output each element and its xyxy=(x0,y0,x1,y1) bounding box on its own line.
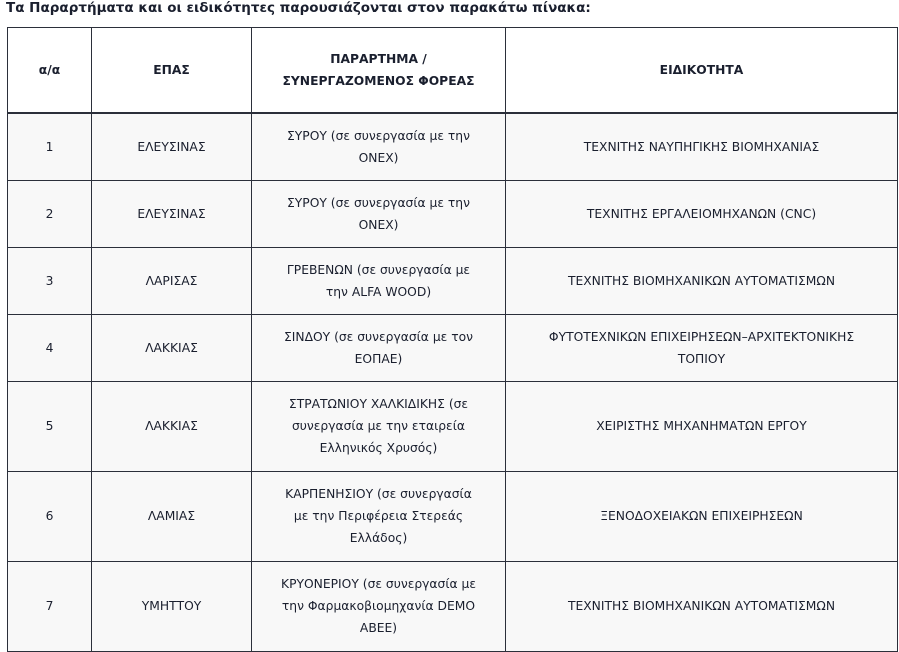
cell-epas: ΛΑΡΙΣΑΣ xyxy=(92,247,252,314)
cell-num: 4 xyxy=(8,314,92,381)
specialty-line: ΞΕΝΟΔΟΧΕΙΑΚΩΝ ΕΠΙΧΕΙΡΗΣΕΩΝ xyxy=(600,509,803,523)
header-annex-line1: ΠΑΡΑΡΤΗΜΑ / xyxy=(330,52,427,66)
annex-line: ΣΙΝΔΟΥ (σε συνεργασία με τον xyxy=(283,329,473,344)
cell-specialty xyxy=(506,471,898,561)
cell-num: 1 xyxy=(8,113,92,180)
cell-specialty xyxy=(506,561,898,651)
table-row xyxy=(8,381,898,471)
table-row xyxy=(8,561,898,651)
cell-annex xyxy=(252,180,506,247)
cell-annex xyxy=(252,381,506,471)
annex-line: Ελληνικός Χρυσός) xyxy=(319,441,438,455)
cell-annex xyxy=(252,561,506,651)
cell-annex xyxy=(252,113,506,180)
cell-epas: ΕΛΕΥΣΙΝΑΣ xyxy=(92,113,252,180)
annex-line: ΚΑΡΠΕΝΗΣΙΟΥ (σε συνεργασία xyxy=(285,487,472,501)
header-aa: α/α xyxy=(8,28,92,114)
specialty-line: ΤΕΧΝΙΤΗΣ ΒΙΟΜΗΧΑΝΙΚΩΝ ΑΥΤΟΜΑΤΙΣΜΩΝ xyxy=(567,599,836,613)
annex-line: Ελλάδος) xyxy=(349,531,408,545)
specialty-line: ΤΕΧΝΙΤΗΣ ΝΑΥΠΗΓΙΚΗΣ ΒΙΟΜΗΧΑΝΙΑΣ xyxy=(583,139,820,154)
table-row xyxy=(8,471,898,561)
specialty-line: ΤΕΧΝΙΤΗΣ ΒΙΟΜΗΧΑΝΙΚΩΝ ΑΥΤΟΜΑΤΙΣΜΩΝ xyxy=(567,273,836,288)
cell-annex xyxy=(252,247,506,314)
annex-line: την ALFA WOOD) xyxy=(325,284,432,299)
table-row xyxy=(8,314,898,381)
cell-annex xyxy=(252,314,506,381)
intro-text: Τα Παραρτήματα και οι ειδικότητες παρουσιάζονται στον παρακάτω πίνακα: xyxy=(6,0,591,16)
cell-epas: ΥΜΗΤΤΟΥ xyxy=(92,561,252,651)
cell-epas: ΕΛΕΥΣΙΝΑΣ xyxy=(92,180,252,247)
header-epas: ΕΠΑΣ xyxy=(92,28,252,114)
annex-line: με την Περιφέρεια Στερεάς xyxy=(293,509,464,523)
header-specialty: ΕΙΔΙΚΟΤΗΤΑ xyxy=(506,28,898,114)
annex-line: ΕΟΠΑΕ) xyxy=(354,351,403,366)
specialty-line: ΧΕΙΡΙΣΤΗΣ ΜΗΧΑΝΗΜΑΤΩΝ ΕΡΓΟΥ xyxy=(596,419,807,433)
cell-num: 6 xyxy=(8,471,92,561)
annex-table xyxy=(7,27,898,652)
cell-specialty xyxy=(506,113,898,180)
annex-line: ΑΒΕΕ) xyxy=(359,621,398,635)
annex-line: συνεργασία με την εταιρεία xyxy=(292,419,465,433)
cell-annex xyxy=(252,471,506,561)
cell-num: 5 xyxy=(8,381,92,471)
annex-line: ΣΤΡΑΤΩΝΙΟΥ ΧΑΛΚΙΔΙΚΗΣ (σε xyxy=(288,397,469,411)
cell-specialty xyxy=(506,180,898,247)
cell-num: 7 xyxy=(8,561,92,651)
annex-line: ΚΡΥΟΝΕΡΙΟΥ (σε συνεργασία με xyxy=(281,577,476,591)
specialty-line: ΦΥΤΟΤΕΧΝΙΚΩΝ ΕΠΙΧΕΙΡΗΣΕΩΝ–ΑΡΧΙΤΕΚΤΟΝΙΚΗΣ xyxy=(548,329,855,344)
specialty-line: ΤΕΧΝΙΤΗΣ ΕΡΓΑΛΕΙΟΜΗΧΑΝΩΝ (CNC) xyxy=(586,206,817,221)
annex-line: ΣΥΡΟΥ (σε συνεργασία με την xyxy=(287,128,470,143)
header-annex-line2: ΣΥΝΕΡΓΑΖΟΜΕΝΟΣ ΦΟΡΕΑΣ xyxy=(282,74,475,88)
table-row xyxy=(8,180,898,247)
cell-specialty xyxy=(506,247,898,314)
annex-line: την Φαρμακοβιομηχανία DEMO xyxy=(281,599,476,613)
specialty-line: ΤΟΠΙΟΥ xyxy=(677,351,726,366)
table-row xyxy=(8,113,898,180)
annex-line: ONEX) xyxy=(358,150,399,165)
cell-specialty xyxy=(506,314,898,381)
cell-epas: ΛΑΜΙΑΣ xyxy=(92,471,252,561)
cell-epas: ΛΑΚΚΙΑΣ xyxy=(92,381,252,471)
cell-epas: ΛΑΚΚΙΑΣ xyxy=(92,314,252,381)
annex-line: ΣΥΡΟΥ (σε συνεργασία με την xyxy=(287,195,470,210)
cell-num: 3 xyxy=(8,247,92,314)
annex-line: ONEX) xyxy=(358,217,399,232)
table-header-row xyxy=(8,28,898,114)
header-annex xyxy=(252,28,506,114)
table-row xyxy=(8,247,898,314)
cell-num: 2 xyxy=(8,180,92,247)
cell-specialty xyxy=(506,381,898,471)
annex-line: ΓΡΕΒΕΝΩΝ (σε συνεργασία με xyxy=(286,262,471,277)
